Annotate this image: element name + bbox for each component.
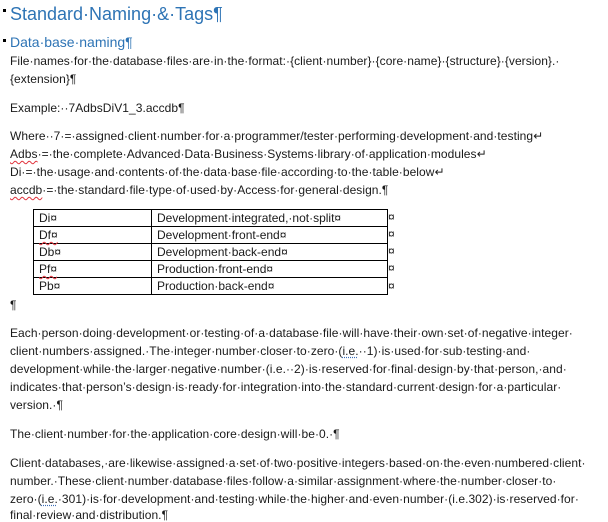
spelling-flag: accdb	[10, 183, 43, 197]
usage-code-table	[33, 209, 388, 295]
row-end-mark: ¤	[388, 244, 395, 258]
format-line-1: File·names·for·the·database·files·are·in·the·format:·{client·number}·{core·name}·{structure}·{version}.·	[10, 54, 560, 68]
paragraph-mark-bullet	[3, 9, 6, 12]
table-row	[34, 261, 388, 278]
client-numbers-line-4: indicates·that·person’s·design·is·ready·for·integration·into·the·standard·current·design·for·a·particular·	[10, 380, 562, 394]
code-cell: Pb¤	[34, 278, 152, 295]
client-db-line-3: zero·(i.e.·301)·is·for·development·and·testing·while·the·higher·and·even·number·(i.e.302)·is·reserved·for·	[10, 492, 579, 506]
where-line-4: accdb·=·the·standard·file·type·of·used·by·Access·for·general·design.¶	[10, 183, 389, 197]
where-line-1: Where··7·=·assigned·client·number·for·a·programmer/tester·performing·development·and·testing↵	[10, 129, 544, 143]
client-db-line-1: Client·databases,·are·likewise·assigned·a·set·of·two·positive·integers·based·on·the·even·numbered·client·	[10, 456, 586, 470]
description-cell: Production·back-end¤	[152, 278, 388, 295]
code-cell: Df¤	[34, 227, 152, 244]
row-end-mark: ¤	[388, 227, 395, 241]
grammar-flag: i.e.	[41, 492, 58, 506]
core-design-line: The·client·number·for·the·application·core·design·will·be·0.·¶	[10, 427, 340, 441]
format-line-2: {extension}¶	[10, 72, 77, 86]
code-cell: Db¤	[34, 244, 152, 261]
client-numbers-line-2: client·numbers·assigned.·The·integer·number·closer·to·zero·(i.e.··1)·is·used·for·sub·testing·and·	[10, 344, 531, 358]
where-line-2: Adbs·=·the·complete·Advanced·Data·Business·Systems·library·of·application·modules↵	[10, 147, 487, 161]
section-heading: Data·base·naming¶	[10, 34, 133, 50]
grammar-flag: i.e.	[342, 344, 359, 358]
spelling-flag: Adbs	[10, 147, 38, 161]
where-line-3: Di·=·the·usage·and·contents·of·the·data·base·file·according·to·the·table·below↵	[10, 165, 445, 179]
description-cell: Production·front-end¤	[152, 261, 388, 278]
table-row	[34, 210, 388, 227]
table-row	[34, 278, 388, 295]
client-numbers-line-1: Each·person·doing·development·or·testing·of·a·database·file·will·have·their·own·set·of·negative·integer·	[10, 326, 573, 340]
row-end-mark: ¤	[388, 261, 395, 275]
client-db-line-4: final·review·and·distribution.¶	[10, 508, 169, 522]
table-row	[34, 244, 388, 261]
client-numbers-line-5: version.·¶	[10, 398, 63, 412]
client-db-line-2: number.·These·client·number·database·files·follow·a·similar·assignment·where·the·number·closer·to·	[10, 474, 557, 488]
code-cell: Pf¤	[34, 261, 152, 278]
description-cell: Development·integrated,·not·split¤	[152, 210, 388, 227]
example-line: Example:··7AdbsDiV1_3.accdb¶	[10, 101, 185, 115]
description-cell: Development·back-end¤	[152, 244, 388, 261]
empty-paragraph: ¶	[10, 298, 17, 312]
table-row	[34, 227, 388, 244]
row-end-mark: ¤	[388, 279, 395, 293]
row-end-mark: ¤	[388, 210, 395, 224]
paragraph-mark-bullet	[3, 39, 6, 42]
page-title: Standard·Naming·&·Tags¶	[10, 4, 223, 24]
code-cell: Di¤	[34, 210, 152, 227]
description-cell: Development·front-end¤	[152, 227, 388, 244]
client-numbers-line-3: development·while·the·larger·negative·number·(i.e.··2)·is·reserved·for·final·design·by·that·person,·and·	[10, 362, 567, 376]
